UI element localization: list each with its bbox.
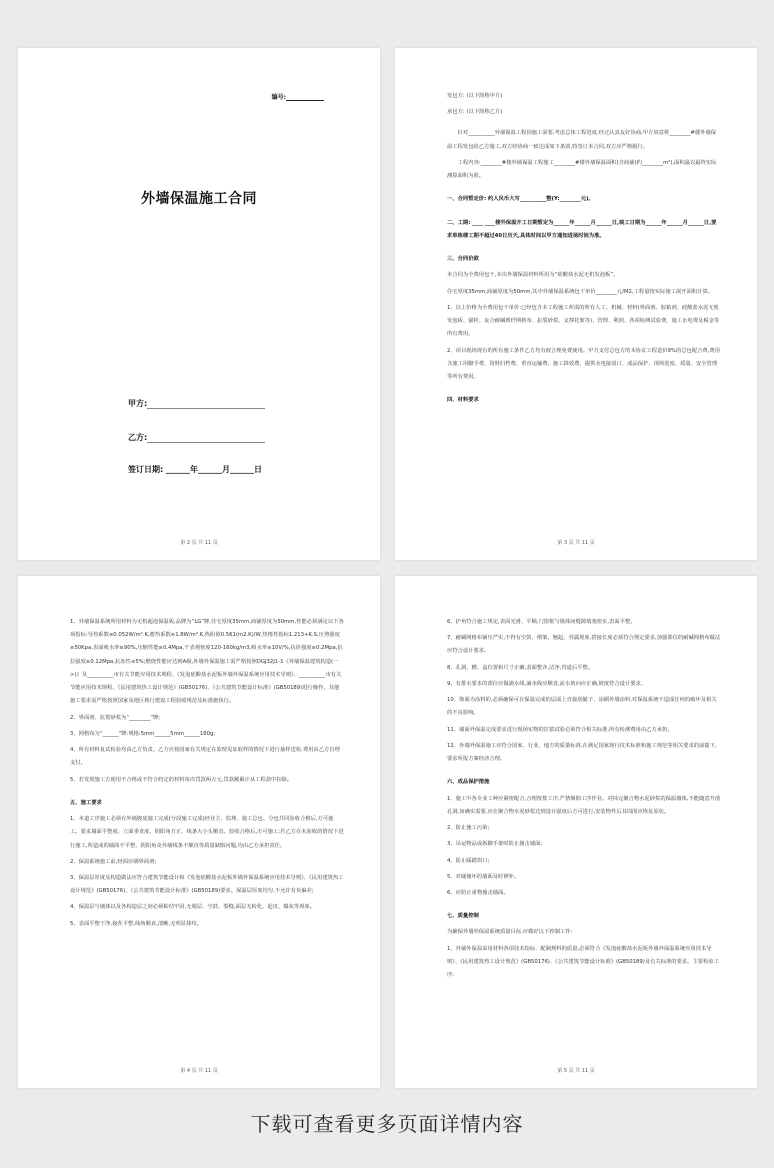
contract-cover-page — [18, 48, 380, 560]
paragraph: 1、外墙外保温采用材料各项技术指标、配制规料的质量,必须符合《发泡硅酸盐水泥板外墙外保温系统应用技术导则》、《民用建筑热工设计规范》(GB50176)、《公共建筑节能设计标准》(GB50189)及有关标准的要求。主要检验工序: — [447, 945, 719, 979]
paragraph: 为确保外墙外保温系统质量目标,应做好以下控制工作: — [447, 929, 573, 936]
paragraph: 4、保温层与墙体以及各构造层之间必须粘结牢固,无脱层、空鼓、裂缝,面层无粉化、起皮、爆灰等现象。 — [70, 904, 316, 911]
paragraph: 发包方: (以下简称甲方) — [447, 93, 503, 99]
page-number: 第 4 页 共 11 页 — [180, 1068, 218, 1074]
party-b-line — [128, 432, 265, 443]
paragraph: 10、饰面为涂料的,必须确保可在保温完成的层面上直接刮腻子、涂刷外墙涂料,对保温系统不造成任何的破坏及相关的不良影响。 — [447, 697, 717, 717]
paragraph: 2、项目现场现有的所有施工条件乙方均有权合理免费使用。甲方支付总包方的本协议工程造价9%的总包配合费,费用含施工用脚手费、资料归档费、垂直运输费、施工降效费、提供水电接驳口、成品保护、现场进度、质量、安全管理等所有费用。 — [447, 347, 721, 380]
paragraph: 5、对碰撞坏的墙面及时修补。 — [447, 873, 520, 880]
paragraph: 4、所有材料复试检验均由乙方负责。乙方应按国家有关规定在监理见证取样的情况下进行抽样送检,费用由乙方自理支付。 — [70, 747, 340, 767]
paragraph: 5、表面平整干净,接茬平整,线角顺直,清晰,无明显抹纹。 — [70, 920, 202, 927]
paragraph: 9、有排水要求的部位应做滴水线,滴水线应顺直,流水坡向应正确,坡度符合设计要求。 — [447, 680, 647, 687]
paragraph: 11、墙面外保温完成要求进行现场实物的拉拔试验必须符合相关标准,所有检测费用由乙方承担。 — [447, 726, 673, 733]
page-number: 第 2 页 共 11 页 — [180, 540, 218, 546]
section-heading: 六、成品保护措施 — [447, 779, 490, 786]
paragraph: 3、保温层厚度及构造做法应符合建筑节能设计和《发泡硅酸盐水泥板外墙外保温系统应用技术导则》、《民用建筑热工设计规范》(GB50176)、《公共建筑节能设计标准》(GB50189)要求。保温层厚度均匀,不允许有负偏差; — [70, 874, 344, 895]
section-heading: 二、工期: ____ ____楼外保温开工日期暂定为______年______月______日,竣工日期为______年______月______日,要求单栋楼工期不超过40日历天,具体时间以甲方通知进场时间为准。 — [447, 219, 717, 239]
paragraph: 针对__________外墙保温工程园施工需要,考虑总体工程进度,经过认真友好协商,甲方同意将________#楼外墙保温工程发包给乙方施工,双方经协商一致达成如下条款,特签订本合同,双方应严格履行。 — [447, 130, 717, 150]
page-number: 第 3 页 共 11 页 — [557, 540, 595, 546]
paragraph: 3、网格布为“______”牌:规格:5mm______5mm______160g; — [70, 730, 216, 737]
paragraph: 2、保温系统施工前,轻面应刷界面剂; — [70, 858, 157, 865]
paragraph: 7、耐碱网格布铺压严实,不得有空鼓、褶皱、翘起、外露现象,搭接长度必须符合规定要求,加强部位的耐碱网格布做法应符合设计要求。 — [447, 635, 721, 655]
doc-number-label: 编号: — [271, 94, 286, 101]
party-a-line — [128, 398, 265, 409]
contract-page-3 — [395, 48, 757, 560]
paragraph: 承包方: (以下简称乙方) — [447, 109, 503, 116]
paragraph: 6、护角符合施工规定,表面光滑、平顺,门窗框与墙体间缝隙填塞密实,表面平整。 — [447, 619, 636, 625]
contract-title: 外墙保温施工合同 — [141, 191, 257, 207]
page-body — [70, 616, 344, 934]
paragraph: 1、本道工序施工必须在外墙镀底施工完成(分段施工完成)经业主、监理、施工总包、分包共同验收合格后,方可施工。要求墙面平整度、立面垂直度、阴阳角方正、线条大小头顺直、验收合格后,方可施工;若乙方在未验收的情况下进行施工,所造成的墙面不平整、阴阳角及外墙线条不顺直等质量缺陷问题,均由乙方承担责任。 — [70, 816, 344, 849]
download-more-link[interactable]: 下载可查看更多页面详情内容 — [250, 1112, 524, 1136]
page-number: 第 5 页 共 11 页 — [557, 1068, 595, 1074]
party-b-label: 乙方: — [128, 433, 148, 442]
paragraph: 2、防止施工污染; — [447, 825, 490, 832]
section-heading: 七、质量控制 — [447, 913, 479, 920]
page-body — [447, 90, 721, 410]
paragraph: 本合同为全费用包干,本次外墙保温材料所用为“硅酸盐水泥无机发泡板”。 — [447, 272, 619, 279]
section-heading: 三、合同价款 — [447, 256, 479, 263]
paragraph: 1、施工中各专业工种应紧密配合,合理按排工序,严禁颠倒工序作业。对抹完聚合物水泥砂浆的保温墙体,不能随意开凿孔洞,如确实需要,应在聚合物水泥砂浆达到设计强度后方可进行,安装物件后其周围应恢复原状。 — [447, 795, 721, 815]
section-heading: 一、合同暂定价: 约人民币大写__________整(Y:________元)。 — [447, 196, 594, 203]
paragraph: 住宅厚度35mm,商铺厚度为50mm,其中外墙保温系统包干单价________元/M2,工程量按实际施工展开面积计算。 — [447, 288, 714, 295]
paragraph: 1、以上价格为全费用包干单价:已经包含本工程施工所需的所有人工、机械、材料(界面剂、胶粘剂、硅酸盐水泥无机发泡板、锚栓、复合耐碱玻纤网格布、抗裂砂浆、支撑托架等)、管理、利润、各项检测试验费、施工水电费及税金等所有费用。 — [447, 304, 720, 338]
paragraph: 12、外墙外保温施工应符合国家、行业、地方的质量标准,在满足国家现行技术标准和施工规范等相关要求的前提下,要求所报方案经济合理。 — [447, 742, 717, 763]
paragraph: 工程内容:________#楼外墙保温工程施工________#楼外墙保温面积(含商铺)约________m²),面积最以最终实际测算面积为准。 — [447, 159, 717, 180]
section-heading: 四、材料要求 — [447, 397, 479, 404]
section-heading: 五、施工要求 — [70, 799, 102, 806]
paragraph: 6、应防止重物撞击墙面。 — [447, 889, 509, 896]
page-body — [447, 616, 721, 985]
paragraph: 3、吊运物品或拆脚手架时防止撞击墙面; — [447, 841, 543, 848]
paragraph: 2、界面剂、抗裂砂浆为“________”牌; — [70, 714, 161, 721]
contract-page-4 — [18, 576, 380, 1088]
doc-number — [272, 92, 324, 101]
contract-page-5 — [395, 576, 757, 1088]
paragraph: 5、若发现施工方使用不合格或不符合约定的材料每次罚款两万元,罚款额累计从工程款中扣除。 — [70, 776, 293, 783]
party-a-label: 甲方: — [128, 399, 148, 408]
paragraph: 4、防止踩踏窗口; — [447, 857, 490, 864]
paragraph: 8、孔洞、槽、盒位置和尺寸正确,表面整齐,洁净,管道后平整。 — [447, 664, 594, 671]
sign-date-line: 签订日期: ______年______月______日 — [128, 465, 262, 474]
paragraph: 1、外墙保温系统所用材料为无机超泡保温板,品牌为“LG”牌,住宅厚度35mm,商铺厚度为50mm,性能必须满足以下各项指标:导热系数≤0.052W/m².K,蓄热系数≥1.8W/m².K,热阻值0.561(m2.K)/W,热惰性指标1.213+K.S,压剪强度≥50Kpa,表面吸水率≥90%,压缩性能≥0.4Mpa,干表观密度120-160kg/m3,吸水率≤10V/%,抗折强度≥0.2Mpa,抗拉强度≥0.12Mpa,抗冻性≤5%;燃烧性能应达到A级,外墙外保温施工需严格按照DGJ32J1-1《外墙保温建筑构造(一>)》及__________市有关节能应用技术规程、《发泡硅酸盐水泥板外墙外保温系统应用技术导则》、__________市有关节能应用技术规程、《民用建筑热工设计规范》(GB50176)、《公共建筑节能设计标准》(GB50189)进行操作。其他施工要求需严格按照国家及地区现行建设工程验收规范及标准施执行。 — [70, 619, 344, 705]
